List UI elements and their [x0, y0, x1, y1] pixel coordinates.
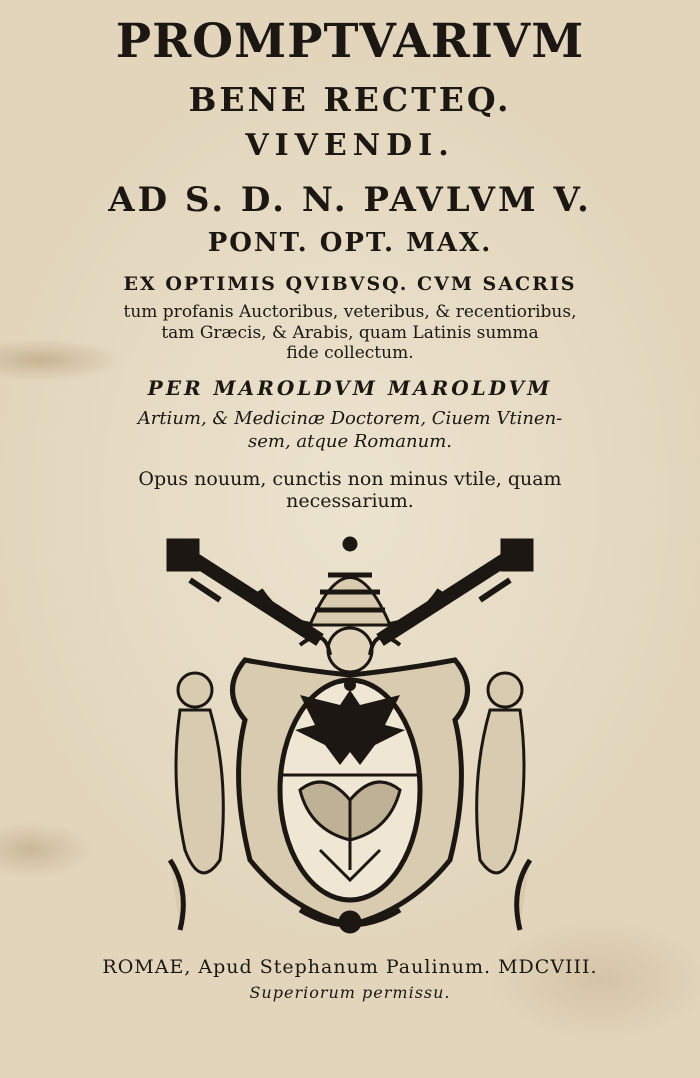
description-line-3: tam Græcis, & Arabis, quam Latinis summa: [161, 323, 539, 343]
cherub-head-icon: [328, 628, 372, 672]
motto-line-2: necessarium.: [286, 490, 414, 512]
book-title: PROMPTVARIVM: [115, 14, 585, 69]
description-line-4: fide collectum.: [286, 343, 414, 363]
book-title-line-3: VIVENDI.: [245, 128, 455, 163]
imprint-line-2: Superiorum permissu.: [249, 983, 451, 1002]
book-title-line-2: BENE RECTEQ.: [188, 80, 512, 119]
author-line-3: sem, atque Romanum.: [247, 431, 453, 452]
author-line-1: PER MAROLDVM MAROLDVM: [147, 376, 553, 400]
papal-coat-of-arms-woodcut: [150, 530, 550, 940]
left-caryatid-figure: [170, 673, 223, 930]
description-line-2: tum profanis Auctoribus, veteribus, & recentioribus,: [123, 302, 577, 322]
author-line-2: Artium, & Medicinæ Doctorem, Ciuem Vtinen-: [137, 408, 563, 429]
dedication-line-1: AD S. D. N. PAVLVM V.: [108, 180, 592, 220]
imprint-line-1: ROMAE, Apud Stephanum Paulinum. MDCVIII.: [102, 956, 598, 978]
description-line-1: EX OPTIMIS QVIBVSQ. CVM SACRIS: [123, 273, 577, 295]
motto-line-1: Opus nouum, cunctis non minus vtile, quam: [138, 468, 562, 490]
right-caryatid-figure: [477, 673, 530, 930]
dedication-line-2: PONT. OPT. MAX.: [207, 228, 493, 258]
